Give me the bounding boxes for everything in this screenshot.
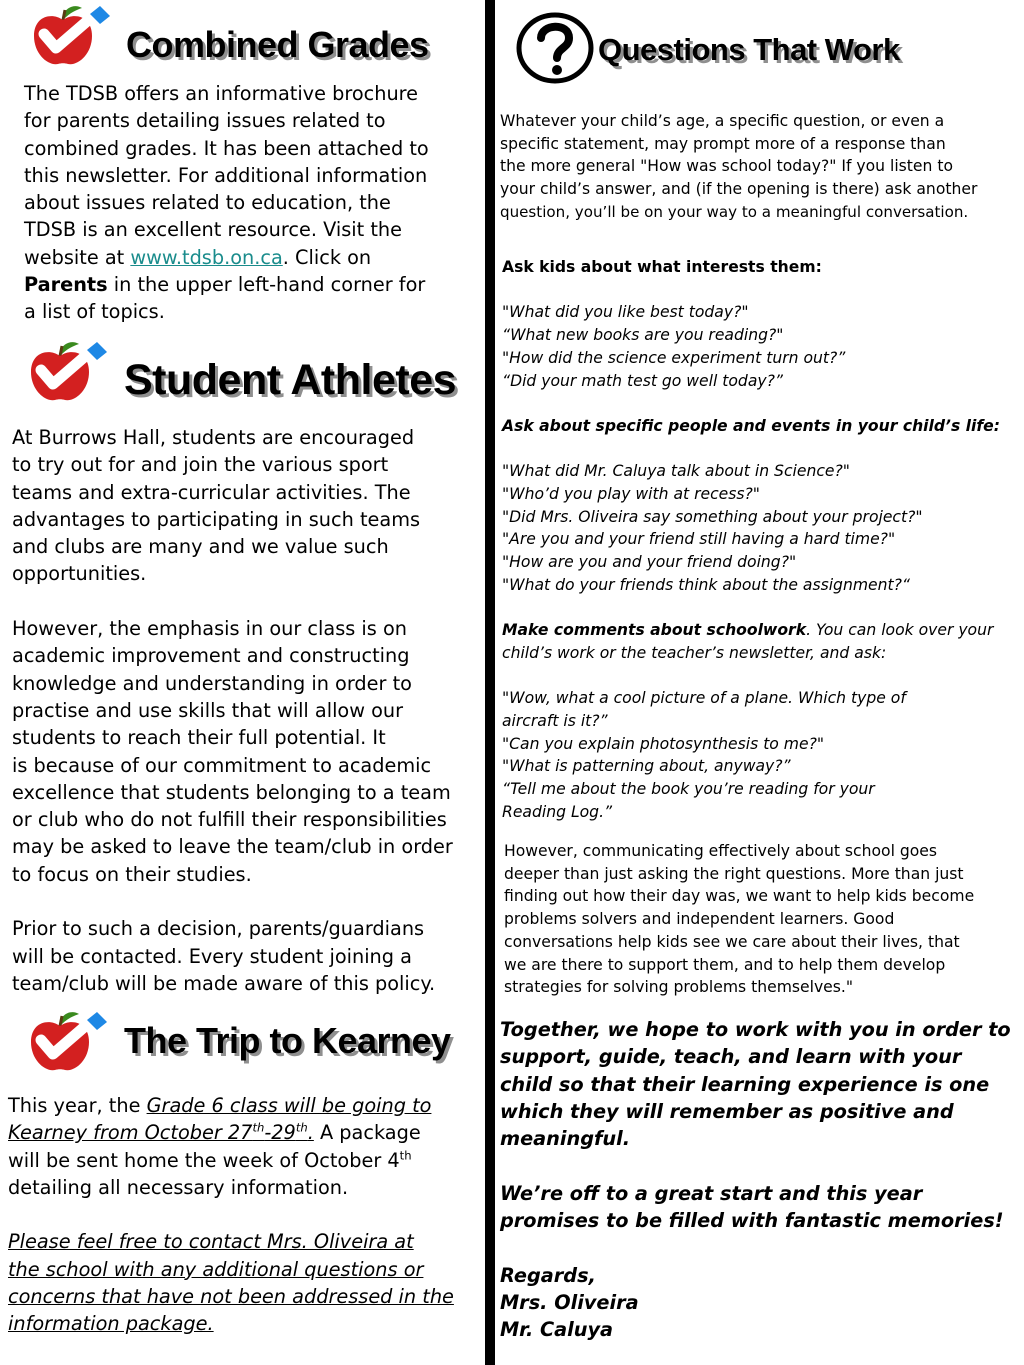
question-item: aircraft is it?” (502, 711, 608, 730)
signoff-line: Mrs. Oliveira (500, 1290, 639, 1314)
apple-check-icon (30, 4, 112, 68)
text-line: this newsletter. For additional information (24, 163, 428, 187)
trip-kearney-heading: The Trip to Kearney (124, 1020, 451, 1061)
text-line: the more general "How was school today?" If you listen to (500, 157, 954, 176)
combined-grades-heading: Combined Grades (126, 24, 429, 65)
text-line: TDSB is an excellent resource. Visit the (24, 218, 402, 242)
question-item: “What new books are you reading?" (502, 326, 784, 345)
text-line: question, you’ll be on your way to a meaningful conversation. (500, 202, 969, 221)
signoff-line: Mr. Caluya (500, 1318, 614, 1342)
column-divider (485, 0, 495, 1365)
question-item: "What did you like best today?" (502, 303, 749, 322)
question-item: "How are you and your friend doing?" (502, 553, 797, 572)
text-line: excellence that students belonging to a team (12, 780, 451, 804)
trip-date-start: Kearney from October 27 (8, 1121, 253, 1145)
trip-line-3 (8, 1147, 454, 1174)
text-line: academic improvement and constructing (12, 644, 410, 668)
questions-prompts (502, 256, 1000, 824)
text-line: conversations help kids see we care about their lives, that (504, 932, 960, 951)
text-line: team/club will be made aware of this policy. (12, 971, 436, 995)
parents-bold: Parents (24, 273, 108, 297)
website-suffix: . Click on (282, 245, 372, 269)
apple-check-icon (27, 340, 109, 404)
text-line: opportunities. (12, 562, 147, 586)
contact-text: concerns that have not been addressed in the (8, 1285, 454, 1309)
contact-line (8, 1310, 454, 1337)
text-line: We’re off to a great start and this year (500, 1181, 923, 1205)
text-line: and clubs are many and we value such (12, 535, 389, 559)
text-line: finding out how their day was, we want to help kids become (504, 887, 975, 906)
text-line: may be asked to leave the team/club in order (12, 835, 453, 859)
questions-intro (500, 110, 977, 224)
question-item: "Wow, what a cool picture of a plane. Which type of (502, 689, 906, 708)
text-line: a list of topics. (24, 300, 165, 324)
contact-text: Please feel free to contact Mrs. Oliveira at (8, 1230, 414, 1254)
question-item: Reading Log.” (502, 802, 613, 821)
text-line: strategies for solving problems themselves." (504, 978, 854, 997)
trip-text (8, 1092, 454, 1338)
combined-grades-text (24, 80, 429, 326)
text-line: Whatever your child’s age, a specific question, or even a (500, 112, 945, 130)
text-line: The TDSB offers an informative brochure (24, 82, 419, 105)
text-line: will be contacted. Every student joining a (12, 944, 412, 968)
text-line: child so that their learning experience is one (500, 1072, 990, 1096)
trip-line-1-underlined: Grade 6 class will be going to (146, 1094, 432, 1117)
text-line: to focus on their studies. (12, 862, 252, 886)
question-item: "How did the science experiment turn out?” (502, 348, 846, 367)
text-line: Prior to such a decision, parents/guardians (12, 917, 425, 941)
text-line: practise and use skills that will allow our (12, 698, 404, 722)
trip-line-2 (8, 1119, 454, 1146)
text-line: your child’s answer, and (if the opening is there) ask another (500, 180, 978, 199)
comments-bold: Make comments about schoolwork (502, 621, 807, 640)
question-item: "Can you explain photosynthesis to me?" (502, 734, 825, 753)
trip-line-3-text: will be sent home the week of October 4 (8, 1148, 400, 1172)
people-heading: Ask about specific people and events in your child’s life: (502, 416, 1000, 435)
comments-line-2: child’s work or the teacher’s newsletter, and ask: (502, 643, 887, 662)
text-line: or club who do not fulfill their responsibilities (12, 808, 447, 832)
text-line: promises to be filled with fantastic memories! (500, 1209, 1004, 1233)
question-item: "What do your friends think about the assignment?“ (502, 575, 910, 594)
signoff-line: Regards, (500, 1263, 596, 1287)
question-item: "Did Mrs. Oliveira say something about your project?" (502, 507, 923, 526)
closing-message (500, 1016, 1020, 1344)
trip-date-sup: th (295, 1120, 308, 1135)
question-item: "What did Mr. Caluya talk about in Science?" (502, 462, 850, 481)
interests-heading: Ask kids about what interests them: (502, 258, 822, 276)
contact-text: information package. (8, 1312, 214, 1336)
trip-line-2-underlined (8, 1121, 314, 1144)
trip-line-1 (8, 1092, 454, 1119)
parents-rest: in the upper left-hand corner for (107, 273, 426, 297)
text-line: students to reach their full potential. It (12, 726, 386, 750)
trip-date-sup: th (252, 1120, 265, 1135)
trip-line-1-plain: This year, the (8, 1094, 147, 1117)
text-line: problems solvers and independent learners. Good (504, 910, 895, 929)
website-prefix: website at (24, 245, 131, 269)
contact-line (8, 1228, 454, 1255)
text-line: advantages to participating in such teams (12, 507, 421, 531)
question-item: “Tell me about the book you’re reading for your (502, 780, 875, 799)
text-line: we are there to support them, and to help them develop (504, 955, 946, 974)
text-line: combined grades. It has been attached to (24, 136, 429, 160)
student-athletes-heading: Student Athletes (124, 356, 457, 404)
student-athletes-text (12, 424, 453, 997)
tdsb-website-link[interactable]: www.tdsb.on.ca (130, 245, 283, 269)
comments-heading (502, 619, 1000, 642)
text-line: which they will remember as positive and (500, 1099, 954, 1123)
text-line: about issues related to education, the (24, 191, 391, 215)
text-line: Together, we hope to work with you in order to (500, 1018, 1011, 1041)
comments-rest: . You can look over your (806, 621, 994, 640)
text-line: teams and extra-curricular activities. The (12, 480, 411, 504)
contact-line (8, 1283, 454, 1310)
questions-heading: Questions That Work (598, 32, 900, 67)
question-item: "What is patterning about, anyway?” (502, 757, 791, 776)
text-line: However, the emphasis in our class is on (12, 617, 407, 641)
text-line: specific statement, may prompt more of a response than (500, 134, 946, 153)
question-item: "Are you and your friend still having a hard time?" (502, 530, 896, 549)
text-line: However, communicating effectively about school goes (504, 842, 938, 860)
contact-line (8, 1256, 454, 1283)
apple-check-icon (27, 1010, 109, 1074)
trip-date-period: . (307, 1121, 314, 1145)
website-line (24, 244, 429, 271)
text-line: is because of our commitment to academic (12, 753, 432, 777)
text-line: meaningful. (500, 1127, 631, 1151)
text-line: deeper than just asking the right questions. More than just (504, 864, 964, 883)
trip-line-2-plain: A package (313, 1121, 421, 1145)
however-paragraph (504, 840, 974, 999)
text-line: knowledge and understanding in order to (12, 671, 412, 695)
question-mark-icon (514, 10, 596, 86)
text-line: support, guide, teach, and learn with your (500, 1045, 962, 1069)
text-line: for parents detailing issues related to (24, 109, 386, 133)
trip-line-3-sup: th (399, 1148, 412, 1163)
parents-line (24, 271, 429, 298)
question-item: "Who’d you play with at recess?" (502, 484, 760, 503)
contact-text: the school with any additional questions or (8, 1257, 424, 1281)
trip-date-end: -29 (264, 1121, 296, 1145)
text-line: to try out for and join the various sport (12, 453, 389, 477)
text-line: At Burrows Hall, students are encouraged (12, 426, 415, 449)
question-item: “Did your math test go well today?” (502, 371, 783, 390)
trip-line-4: detailing all necessary information. (8, 1175, 349, 1199)
